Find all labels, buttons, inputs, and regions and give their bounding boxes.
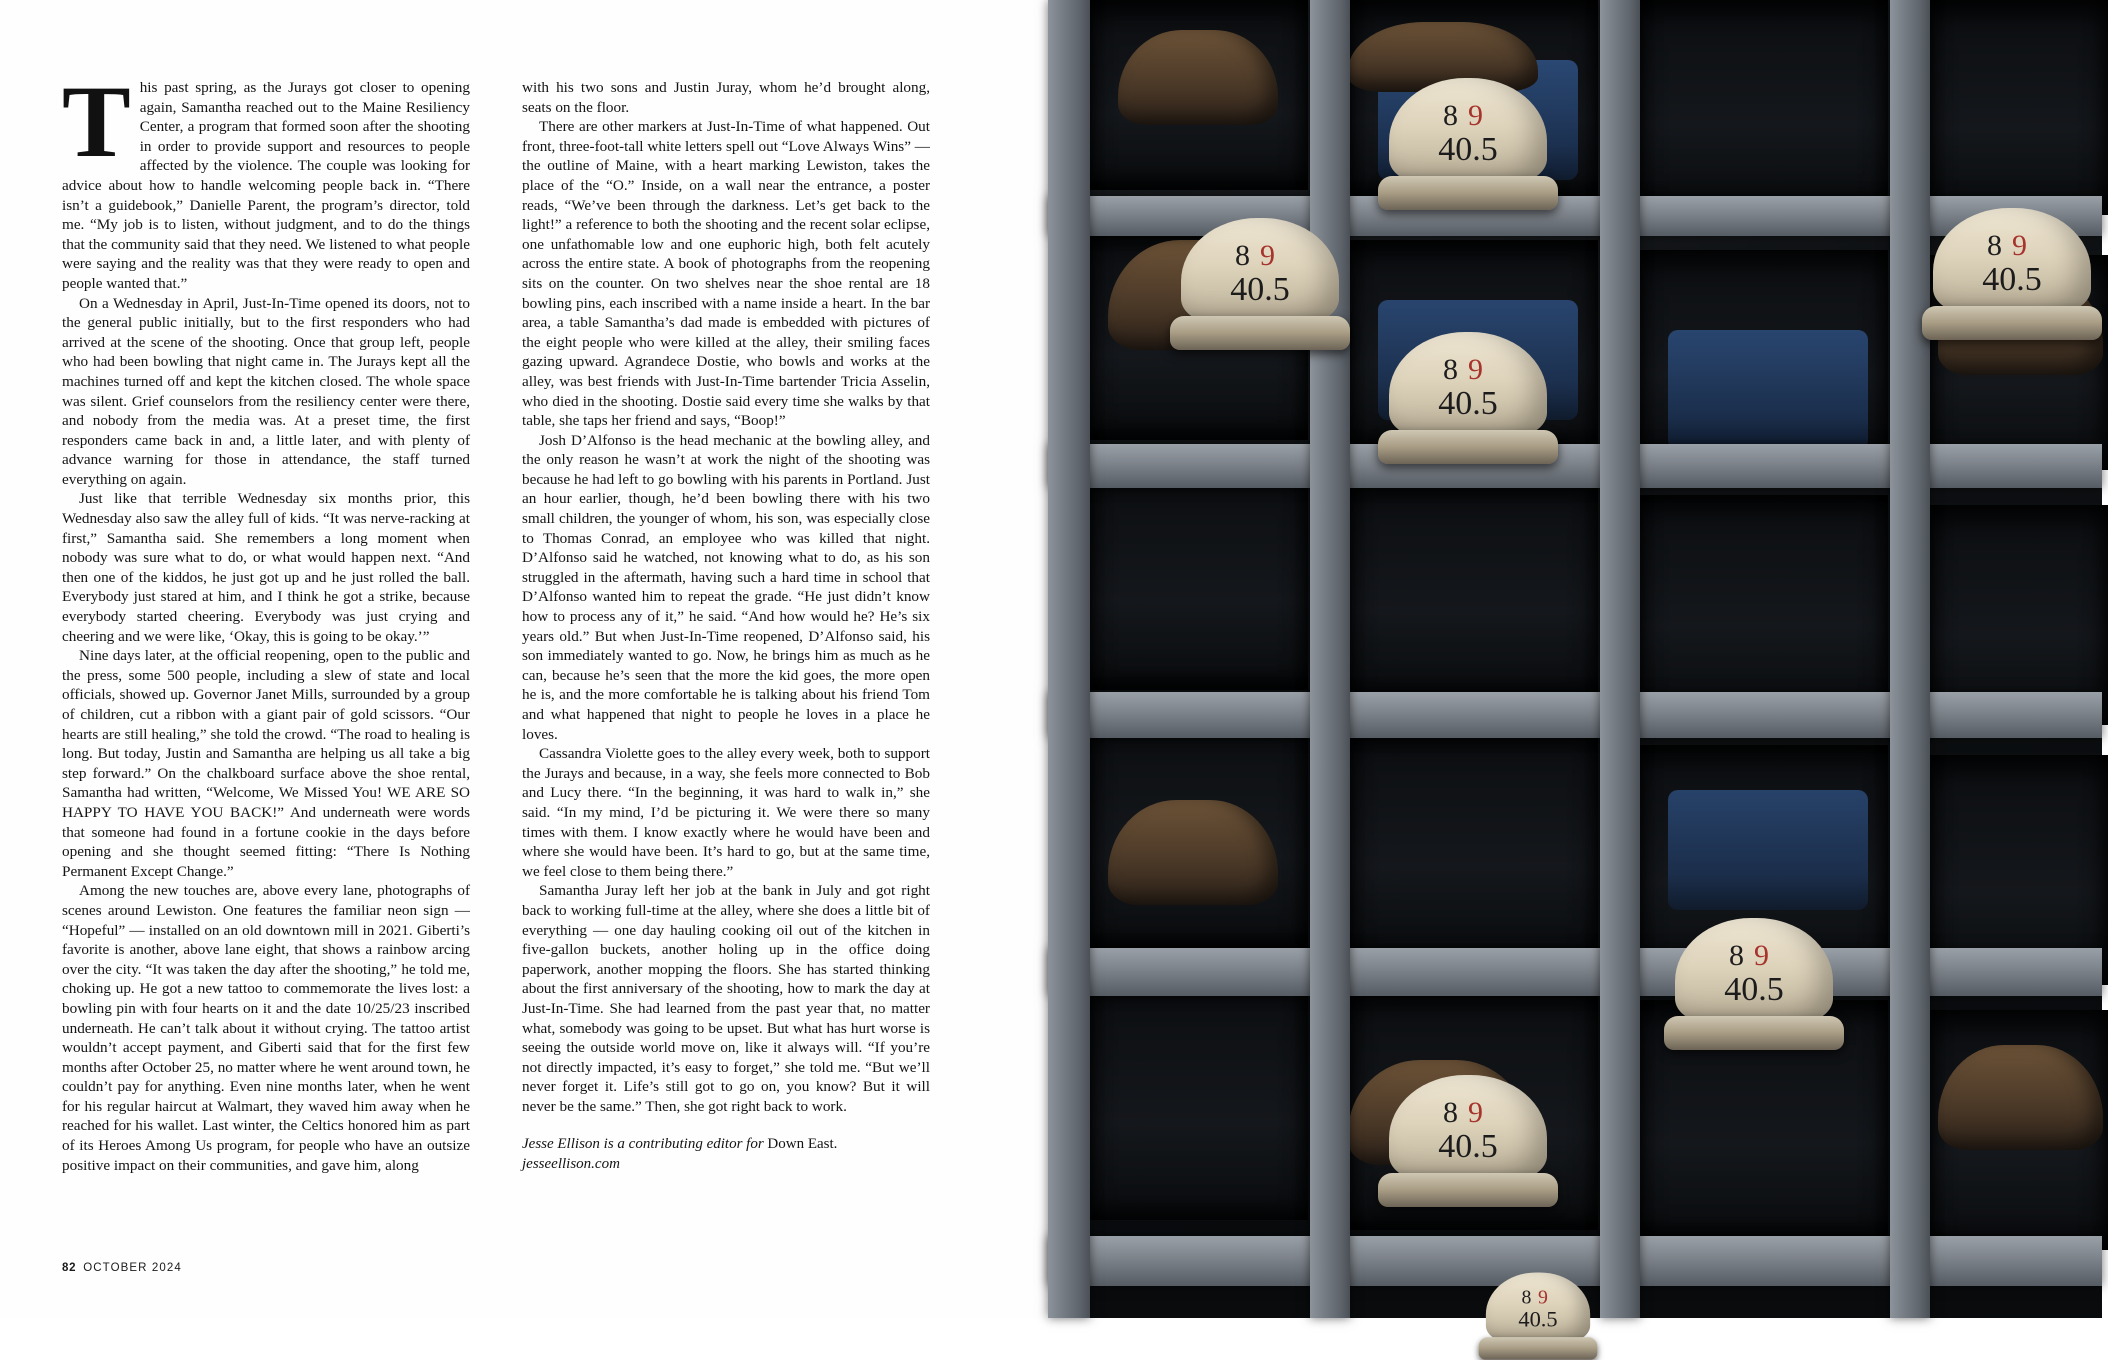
cubby (1638, 495, 1888, 715)
shoe-number-left: 8 (1443, 99, 1468, 133)
paragraph: with his two sons and Justin Juray, whom he’d brought along, seats on the floor. (522, 79, 930, 116)
article-columns (62, 65, 986, 1175)
shoe-sole (1664, 1016, 1844, 1050)
byline-website: jesseellison.com (522, 1156, 620, 1173)
leather-shoe (1118, 30, 1278, 125)
shoe-sole (1922, 306, 2102, 340)
shoe-number-left: 8 (1987, 229, 2012, 263)
shoe-number-right: 9 (1468, 99, 1493, 133)
shoe-number-row (1664, 939, 1844, 973)
bowling-shoe (1378, 332, 1558, 464)
shoe-sole (1378, 176, 1558, 210)
photograph (1048, 0, 2102, 1332)
shoe-sole (1378, 430, 1558, 464)
byline-italic: Jesse Ellison is a contributing editor for (522, 1136, 764, 1153)
shoe-number-left: 8 (1235, 239, 1260, 273)
article-column-left (62, 65, 470, 1175)
page-folio (62, 1262, 182, 1274)
paragraph: Samantha Juray left her job at the bank in July and got right back to working full-time at the alley, where she does a little bit of everything — one day hauling cooking oil out of the kitchen in five-gallon buckets, another holing up in the office doing paperwork, another mopping the floors. She has started thinking about the first anniversary of the shooting, how to mark the day at Just-In-Time. She had learned from the past year that, no matter what, somebody was going to be upset. But what has hurt worse is seeing the outside world move on, like it always will. “If you’re not directly impacted, it’s easy to forget,” she told me. “But we’ll never forget it. Life’s still got to go on, you know? But it will never be the same.” Then, she got right back to work. (522, 882, 930, 1115)
bowling-shoe (1664, 918, 1844, 1050)
shelf-divider (1048, 0, 1090, 1318)
shoe-size: 40.5 (1438, 384, 1498, 422)
shelf-board (1048, 444, 2102, 488)
cubby (1928, 0, 2108, 215)
shelf-divider (1310, 0, 1350, 1318)
cubby (1088, 980, 1308, 1220)
shoe-size: 40.5 (1438, 130, 1498, 168)
shoe-number-left: 8 (1729, 939, 1754, 973)
shoe-sole (1170, 316, 1350, 350)
leather-shoe (1108, 800, 1278, 905)
cubby (1638, 0, 1888, 210)
shoe-size: 40.5 (1518, 1307, 1558, 1332)
bowling-shoe (1170, 218, 1350, 350)
paragraph: Josh D’Alfonso is the head mechanic at the bowling alley, and the only reason he wasn’t at work the night of the shooting was because he had left to go bowling with his parents in Portland. Just an hour earlier, though, he’d been bowling there with his two small children, the younger of whom, his son, was especially close to Thomas Conrad, an employee who was killed that night. D’Alfonso said he watched, not knowing what to do, as his son struggled in the aftermath, having such a hard time in school that D’Alfonso wanted him to repeat the grade. “He just didn’t know how to process any of it,” he said. “And how would he? He’s six years old.” But when Just-In-Time reopened, D’Alfonso said, his son immediately wanted to go. Now, he brings him as much as he can, because he’s seen that the more the kid goes, the more open he is, and the more comfortable he is talking about his friend Tom and what happened that night to people he loves in a place he loves. (522, 431, 930, 743)
shoe-cubby-grid (1048, 0, 2102, 1332)
blue-shoe-bag (1668, 330, 1868, 450)
shoe-size: 40.5 (1438, 1127, 1498, 1165)
drop-cap: T (62, 65, 131, 179)
shoe-number-right: 9 (1468, 353, 1493, 387)
shoe-sole (1479, 1337, 1598, 1360)
shoe-number-right: 9 (1754, 939, 1779, 973)
shoe-number-row (1378, 99, 1558, 133)
cubby (1348, 480, 1598, 700)
shelf-board (1048, 948, 2102, 996)
shoe-number-right: 9 (1538, 1286, 1555, 1309)
cubby (1088, 470, 1308, 690)
shoe-number-row (1922, 229, 2102, 263)
shoe-size: 40.5 (1982, 260, 2042, 298)
bowling-shoe (1922, 208, 2102, 340)
shoe-number-right: 9 (2012, 229, 2037, 263)
bowling-shoe (1479, 1272, 1598, 1359)
folio-page-number: 82 (62, 1262, 77, 1274)
shelf-divider (1890, 0, 1930, 1318)
author-byline (522, 1135, 930, 1174)
cubby (1348, 730, 1598, 960)
paragraph: Nine days later, at the official reopening, open to the public and the press, some 500 people, including a slew of state and local officials, showed up. Governor Janet Mills, surrounded by a group of children, cut a ribbon with a giant pair of gold scissors. “Our hearts are still healing,” she told the crowd. “The road to healing is long. But today, Justin and Samantha are helping us all take a big step forward.” On the chalkboard surface above the shoe rental, Samantha had written, “Welcome, We Missed You! WE ARE SO HAPPY TO HAVE YOU BACK!” And underneath were words that someone had found in a fortune cookie in the days before opening and she thought seemed fitting: “There Is Nothing Permanent Except Change.” (62, 647, 470, 880)
shoe-number-row (1378, 353, 1558, 387)
article-column-right (522, 78, 930, 1175)
shoe-number-row (1479, 1286, 1598, 1308)
bowling-shoe (1378, 1075, 1558, 1207)
shoe-number-right: 9 (1260, 239, 1285, 273)
shelf-board (1048, 692, 2102, 738)
shelf-divider (1600, 0, 1640, 1318)
paragraph-text: his past spring, as the Jurays got closer to opening again, Samantha reached out to the Maine Resiliency Center, a program that formed soon after the shooting in order to provide support and resources to people affected by the violence. The couple was looking for advice about how to handle welcoming people back in. “There isn’t a guidebook,” Danielle Parent, the program’s director, told me. “My job is to listen, without judgment, and to do the things that the community said that they need. We listened to what people were saying and the reality was that they were ready to open and people wanted that.” (62, 79, 470, 292)
shoe-number-left: 8 (1443, 1096, 1468, 1130)
paragraph: There are other markers at Just-In-Time of what happened. Out front, three-foot-tall white letters spell out “Love Always Wins” — the outline of Maine, with a heart marking Lewiston, takes the place of the “O.” Inside, on a wall near the entrance, a poster reads, “We’ve been through the darkness. Let’s get back to the light!” a reference to both the shooting and the recent solar eclipse, one unfathomable low and one euphoric high, both felt acutely across the entire state. A book of photographs from the reopening sits on the counter. On two shelves near the shoe rental are 18 bowling pins, each inscribed with a name inside a heart. In the bar area, a table Samantha’s dad made is embedded with pictures of the eight people who were killed at the alley, their smiling faces gazing upward. Agrandece Dostie, who bowls and works at the alley, was best friends with Just-In-Time bartender Tricia Asselin, who died in the shooting. Dostie said every time she walks by that table, she taps her friend and says, “Boop!” (522, 118, 930, 430)
shoe-number-row (1378, 1096, 1558, 1130)
leather-shoe (1938, 1045, 2103, 1150)
shoe-number-right: 9 (1468, 1096, 1493, 1130)
byline-publication: Down East. (767, 1136, 838, 1153)
shoe-number-row (1170, 239, 1350, 273)
blue-shoe-bag (1668, 790, 1868, 910)
shoe-number-left: 8 (1443, 353, 1468, 387)
paragraph: Cassandra Violette goes to the alley every week, both to support the Jurays and because, in a way, she feels more connected to Bob and Lucy there. “In the beginning, it was hard to walk in,” she said. “In my mind, I’d be picturing it. We were there so many times with them. I know exactly where he would have been and where she would have been. It’s hard to go, but at the same time, we feel close to them being there.” (522, 745, 930, 880)
paragraph: Among the new touches are, above every lane, photographs of scenes around Lewiston. One features the familiar neon sign — “Hopeful” — installed on an old downtown mill in 2021. Giberti’s favorite is another, above lane eight, that shows a rainbow arcing over the city. “It was taken the day after the shooting,” he told me, choking up. He got a new tattoo to commemorate the lives lost: a bowling pin with four hearts on it and the date 10/25/23 inscribed underneath. He can’t talk about it without crying. The tattoo artist wouldn’t accept payment, and Giberti said that for the first few months after October 25, no matter where he went around town, he couldn’t pay for anything. Even nine months later, when he went for his regular haircut at Walmart, they waved him away when he reached for his wallet. Last winter, the Celtics honored him as part of its Heroes Among Us program, for people who have an outsize positive impact on their communities, and gave him, along (62, 882, 470, 1174)
shoe-sole (1378, 1173, 1558, 1207)
shoe-size: 40.5 (1230, 270, 1290, 308)
bowling-shoe (1378, 78, 1558, 210)
shoe-size: 40.5 (1724, 970, 1784, 1008)
shoe-number-left: 8 (1521, 1286, 1538, 1309)
article-page (0, 0, 1048, 1318)
paragraph (62, 65, 470, 294)
paragraph: On a Wednesday in April, Just-In-Time opened its doors, not to the general public initially, but to the first responders who had arrived at the scene of the shooting. Once that group left, people who had been bowling that night came in. The Jurays kept all the machines turned off and kept the kitchen closed. The whole space was silent. Grief counselors from the resiliency center were there, and nobody from the media was. At a preset time, the first responders came back in and, a little later, and with plenty of advance warning for those in attendance, the staff turned everything on again. (62, 294, 470, 488)
folio-issue: OCTOBER 2024 (83, 1262, 182, 1274)
paragraph: Just like that terrible Wednesday six months prior, this Wednesday also saw the alley full of kids. “It was nerve-racking at first,” Samantha said. She remembers a long moment when nobody was sure what to do, or what would happen next. “And then one of the kiddos, he just got up and he just rolled the ball. Everybody just stared at him, and I think he got a strike, because everybody started cheering. Everybody was just crying and cheering and we were like, ‘Okay, this is going to be okay.’” (62, 490, 470, 645)
photo-page (1048, 0, 2102, 1332)
